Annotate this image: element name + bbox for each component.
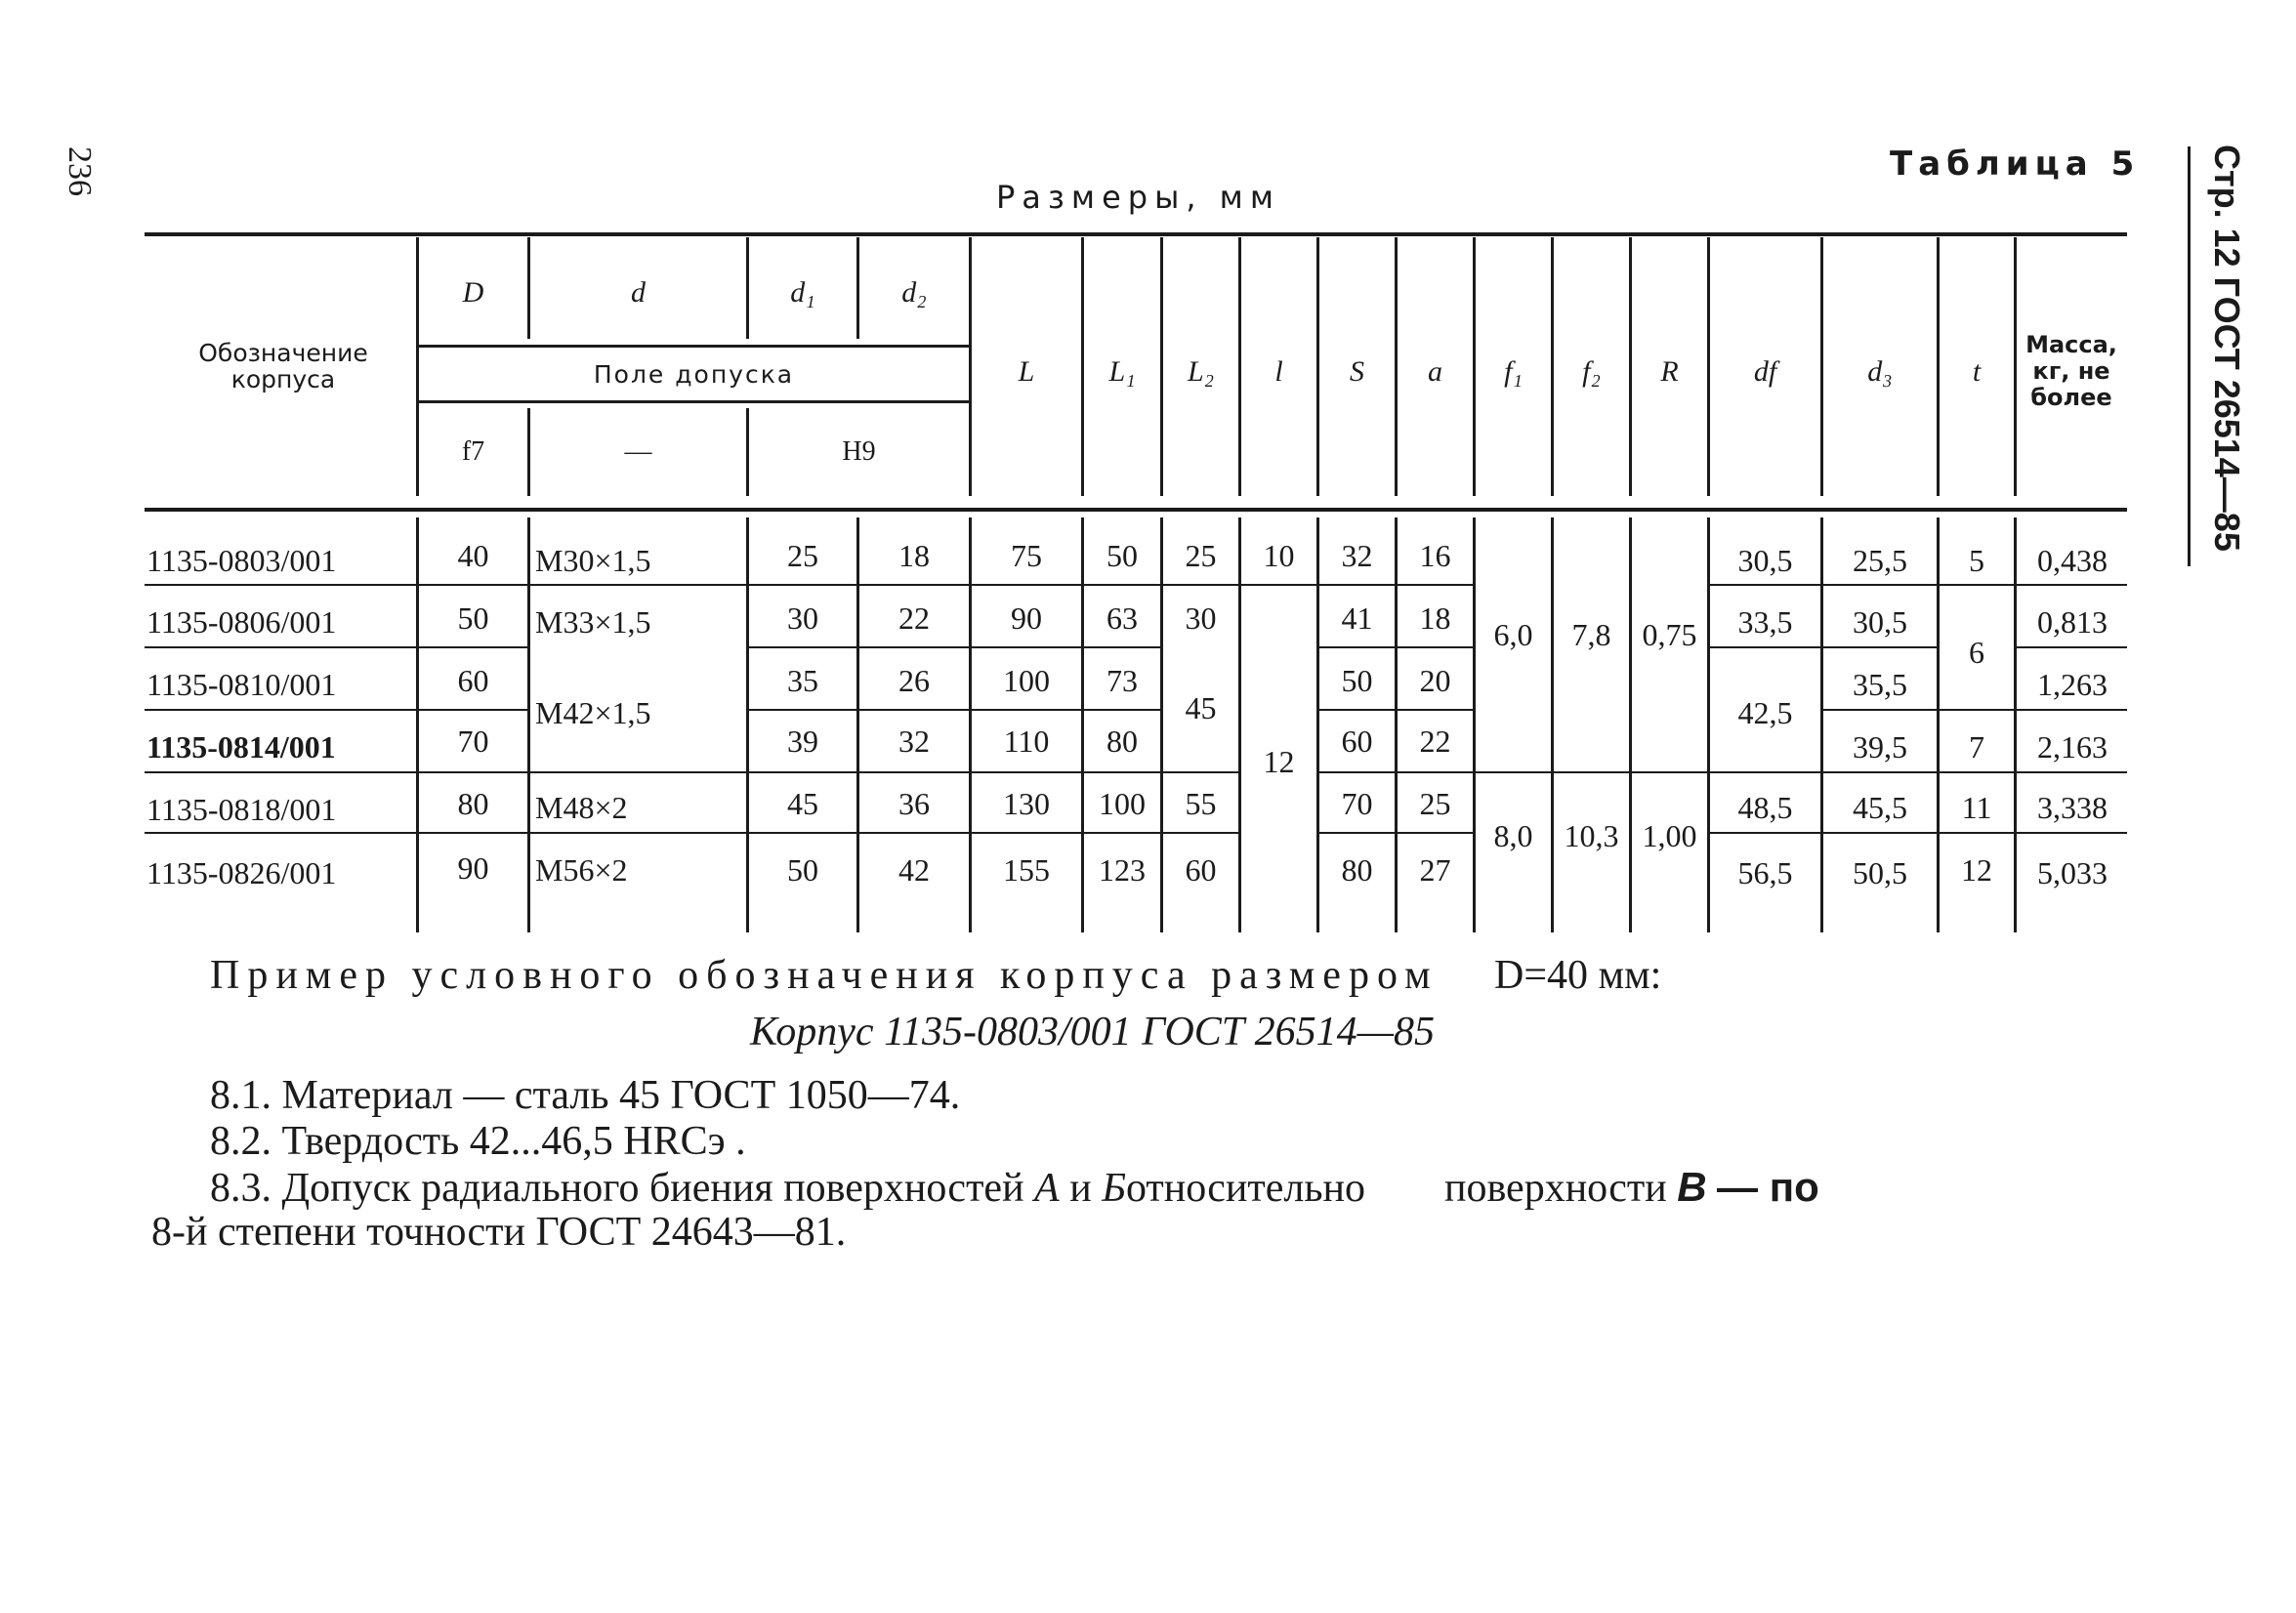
header-rule-1 xyxy=(416,345,969,348)
row2-d2: 22 xyxy=(898,600,930,636)
row4-designation: 1135-0814/001 xyxy=(146,728,336,765)
row2-L: 90 xyxy=(1011,600,1042,636)
row1-L2: 25 xyxy=(1185,537,1217,573)
row1-d1: 25 xyxy=(787,537,818,573)
row4-L1: 80 xyxy=(1106,723,1138,759)
row-rule xyxy=(746,709,1162,711)
merged-df-rows3-4: 42,5 xyxy=(1737,694,1793,730)
row5-S: 70 xyxy=(1341,785,1373,821)
row1-designation: 1135-0803/001 xyxy=(146,542,337,578)
merged-f2-top: 7,8 xyxy=(1571,616,1611,652)
group-rule xyxy=(1473,771,1707,773)
row1-a: 16 xyxy=(1419,537,1451,573)
item-8-3-text-b: поверхности xyxy=(1444,1166,1667,1211)
row6-L2: 60 xyxy=(1185,851,1217,888)
merged-d-rows3-4: М42×1,5 xyxy=(535,694,651,730)
item-8-3-surface-a: А xyxy=(1034,1166,1060,1211)
header-bottom-rule xyxy=(145,508,2127,512)
running-header: Стр. 12 ГОСТ 26514—85 xyxy=(2207,145,2247,552)
page-number: 236 xyxy=(62,146,98,196)
item-8-2: 8.2. Твердость 42...46,5 HRCэ . xyxy=(210,1119,746,1164)
header-f2: f₂ xyxy=(1582,354,1601,388)
row6-L: 155 xyxy=(1003,851,1050,888)
example-value: D=40 мм: xyxy=(1494,953,1662,998)
item-8-1: 8.1. Материал — сталь 45 ГОСТ 1050—74. xyxy=(210,1073,961,1118)
row6-d1: 50 xyxy=(787,851,818,888)
item-8-3-relative: относительно xyxy=(1125,1166,1365,1211)
row1-df: 30,5 xyxy=(1737,542,1793,578)
row4-d3: 39,5 xyxy=(1853,728,1907,765)
row1-l: 10 xyxy=(1263,537,1295,573)
header-D: D xyxy=(462,276,484,309)
header-tolerance-field: Поле допуска xyxy=(593,359,795,389)
row-rule xyxy=(1316,646,1473,648)
body-divider xyxy=(1551,517,1554,932)
row5-d2: 36 xyxy=(898,785,930,821)
row4-D: 70 xyxy=(457,723,489,759)
row6-mass: 5,033 xyxy=(2037,854,2108,890)
row2-S: 41 xyxy=(1341,600,1373,636)
row5-D: 80 xyxy=(457,785,489,821)
row2-d3: 30,5 xyxy=(1853,603,1907,640)
item-8-3-text-a: 8.3. Допуск радиального биения поверхностей xyxy=(210,1166,1024,1211)
row6-df: 56,5 xyxy=(1737,854,1793,890)
header-S: S xyxy=(1350,354,1364,388)
item-8-3-surface-b: Б xyxy=(1102,1166,1126,1211)
row2-D: 50 xyxy=(457,600,489,636)
body-divider xyxy=(1473,517,1476,932)
row2-mass: 0,813 xyxy=(2037,603,2108,640)
item-8-3-and: и xyxy=(1069,1166,1092,1211)
row6-L1: 123 xyxy=(1099,851,1146,888)
row3-designation: 1135-0810/001 xyxy=(146,666,337,702)
example-intro: Пример условного обозначения корпуса размером xyxy=(210,953,1439,998)
row3-D: 60 xyxy=(457,662,489,698)
row5-L: 130 xyxy=(1003,785,1050,821)
row1-d2: 18 xyxy=(898,537,930,573)
row3-L: 100 xyxy=(1003,662,1050,698)
row1-D: 40 xyxy=(457,537,489,573)
row3-d3: 35,5 xyxy=(1853,666,1907,702)
row4-mass: 2,163 xyxy=(2037,728,2108,765)
row3-mass: 1,263 xyxy=(2037,666,2108,702)
dimensions-label: Размеры, мм xyxy=(996,179,1280,216)
header-designation: Обозначение корпуса xyxy=(198,339,368,393)
header-l: l xyxy=(1274,354,1283,388)
row5-L2: 55 xyxy=(1185,785,1217,821)
item-8-3-line2: 8-й степени точности ГОСТ 24643—81. xyxy=(151,1210,847,1255)
row2-d: М33×1,5 xyxy=(535,603,651,640)
item-8-3-line1 xyxy=(210,1164,1819,1212)
row2-L1: 63 xyxy=(1106,600,1138,636)
header-L1: L₁ xyxy=(1108,354,1136,388)
merged-l-rows2-6: 12 xyxy=(1263,743,1295,779)
row4-t: 7 xyxy=(1969,728,1984,765)
row5-d1: 45 xyxy=(787,785,818,821)
header-t: t xyxy=(1972,354,1982,388)
row4-d2: 32 xyxy=(898,723,930,759)
row-rule xyxy=(746,646,1162,648)
header-d1: d₁ xyxy=(790,276,815,309)
row6-S: 80 xyxy=(1341,851,1373,888)
row2-d1: 30 xyxy=(787,600,818,636)
header-mass: Масса, кг, не более xyxy=(2025,330,2117,411)
row3-S: 50 xyxy=(1341,662,1373,698)
header-a: a xyxy=(1428,354,1442,388)
header-df: df xyxy=(1753,354,1777,388)
row4-a: 22 xyxy=(1419,723,1451,759)
merged-f2-bottom: 10,3 xyxy=(1564,817,1619,853)
row4-L: 110 xyxy=(1003,723,1050,759)
merged-L2-rows3-4: 45 xyxy=(1185,689,1217,725)
header-d2: d₂ xyxy=(901,276,927,309)
row5-designation: 1135-0818/001 xyxy=(146,791,337,827)
row-rule xyxy=(1316,832,1473,834)
merged-R-bottom: 1,00 xyxy=(1642,817,1697,853)
row5-L1: 100 xyxy=(1099,785,1146,821)
table-label: Таблица 5 xyxy=(1890,145,2141,184)
merged-R-top: 0,75 xyxy=(1642,616,1697,652)
header-L: L xyxy=(1018,354,1035,388)
row5-d: М48×2 xyxy=(535,789,628,825)
merged-f1-top: 6,0 xyxy=(1493,616,1533,652)
row1-d: М30×1,5 xyxy=(535,542,651,578)
merged-t-rows2-3: 6 xyxy=(1969,634,1984,670)
row6-d2: 42 xyxy=(898,851,930,888)
row6-D: 90 xyxy=(457,849,489,886)
row1-t: 5 xyxy=(1969,542,1984,578)
row2-a: 18 xyxy=(1419,600,1451,636)
row1-L1: 50 xyxy=(1106,537,1138,573)
item-8-3-surface-v: В xyxy=(1677,1164,1707,1210)
row6-designation: 1135-0826/001 xyxy=(146,854,337,890)
row5-df: 48,5 xyxy=(1737,789,1793,825)
row6-t: 12 xyxy=(1961,851,1992,888)
row1-d3: 25,5 xyxy=(1853,542,1907,578)
row6-d: М56×2 xyxy=(535,851,628,888)
item-8-3-text-c: — по xyxy=(1717,1164,1819,1210)
body-divider xyxy=(527,517,530,932)
row3-L1: 73 xyxy=(1106,662,1138,698)
header-tol-d1d2: H9 xyxy=(842,435,876,467)
row1-L: 75 xyxy=(1011,537,1042,573)
header-L2: L₂ xyxy=(1187,354,1215,388)
row2-designation: 1135-0806/001 xyxy=(146,603,337,640)
row1-mass: 0,438 xyxy=(2037,542,2108,578)
header-tol-d: — xyxy=(624,435,652,467)
side-rule xyxy=(2188,146,2191,566)
row-rule xyxy=(1316,709,1473,711)
row5-d3: 45,5 xyxy=(1853,789,1907,825)
row4-d1: 39 xyxy=(787,723,818,759)
header-d3: d₃ xyxy=(1867,354,1893,388)
row6-a: 27 xyxy=(1419,851,1451,888)
row3-d2: 26 xyxy=(898,662,930,698)
header-divider xyxy=(2014,237,2017,496)
header-d: d xyxy=(631,276,646,309)
table-top-rule xyxy=(145,232,2127,236)
header-f1: f₁ xyxy=(1504,354,1523,388)
row3-a: 20 xyxy=(1419,662,1451,698)
row6-d3: 50,5 xyxy=(1853,854,1907,890)
row4-S: 60 xyxy=(1341,723,1373,759)
body-divider xyxy=(1629,517,1632,932)
row3-d1: 35 xyxy=(787,662,818,698)
header-rule-2 xyxy=(416,400,969,403)
row5-a: 25 xyxy=(1419,785,1451,821)
row2-L2: 30 xyxy=(1185,600,1217,636)
body-divider xyxy=(2014,517,2017,932)
row5-t: 11 xyxy=(1961,789,1992,825)
row5-mass: 3,338 xyxy=(2037,789,2108,825)
header-tol-D: f7 xyxy=(461,435,485,467)
example-designation: Корпус 1135-0803/001 ГОСТ 26514—85 xyxy=(750,1010,1435,1055)
merged-f1-bottom: 8,0 xyxy=(1493,817,1533,853)
header-R: R xyxy=(1660,354,1679,388)
row2-df: 33,5 xyxy=(1737,603,1793,640)
row1-S: 32 xyxy=(1341,537,1373,573)
